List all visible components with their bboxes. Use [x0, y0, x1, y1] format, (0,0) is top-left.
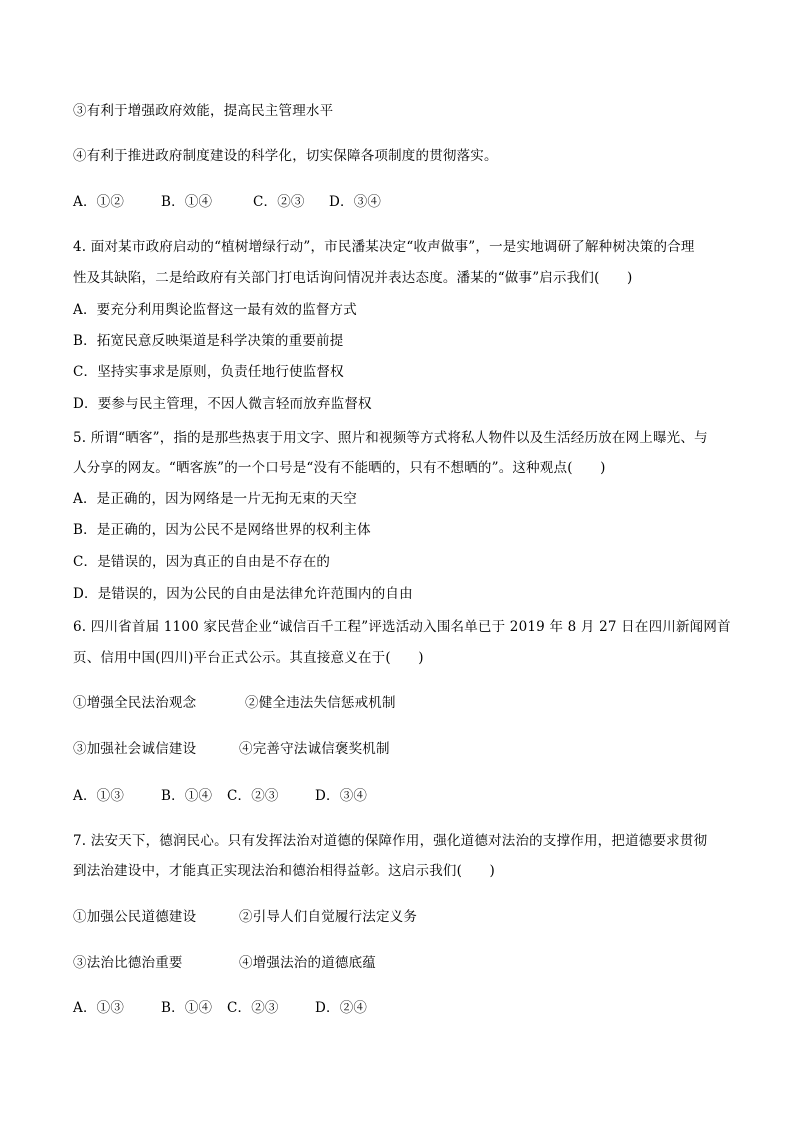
q6-options — [73, 786, 367, 806]
option-b[interactable]: B．①④ — [161, 1000, 213, 1016]
q7-item-4: ④增强法治的道德底蕴 — [239, 955, 376, 971]
q7-options — [73, 998, 367, 1018]
q7-stem-line-2: 到法治建设中，才能真正实现法治和德治相得益彰。这启示我们( ) — [73, 863, 495, 879]
option-a[interactable]: A．①② — [73, 194, 125, 210]
q6-stem-line-2: 页、信用中国(四川)平台正式公示。其直接意义在于( ) — [73, 650, 424, 666]
q5-stem-line-1: 5. 所谓“晒客”，指的是那些热衷于用文字、照片和视频等方式将私人物件以及生活经历放在网上曝光、与 — [73, 430, 708, 446]
option-b[interactable]: B．①④ — [161, 788, 213, 804]
q6-stem-line-1: 6. 四川省首届 1100 家民营企业“诚信百千工程”评选活动入围名单已于 2019 年 8 月 27 日在四川新闻网首 — [73, 619, 731, 635]
q4-option-c[interactable]: C．坚持实事求是原则，负责任地行使监督权 — [73, 364, 344, 380]
q5-option-a[interactable]: A．是正确的，因为网络是一片无拘无束的天空 — [73, 491, 357, 507]
q4-option-a[interactable]: A．要充分利用舆论监督这一最有效的监督方式 — [73, 302, 357, 318]
q5-stem-line-2: 人分享的网友。“晒客族”的一个口号是“没有不能晒的，只有不想晒的”。这种观点( ) — [73, 460, 606, 476]
q4-option-d[interactable]: D．要参与民主管理，不因人微言轻而放弃监督权 — [73, 396, 372, 412]
q5-option-c[interactable]: C．是错误的，因为真正的自由是不存在的 — [73, 554, 331, 570]
option-d[interactable]: D．③④ — [329, 194, 382, 210]
option-c[interactable]: C．②③ — [227, 1000, 279, 1016]
q6-item-3: ③加强社会诚信建设 — [73, 741, 197, 757]
q7-items-row-1 — [73, 907, 417, 927]
option-a[interactable]: A．①③ — [73, 1000, 125, 1016]
prev-question-options — [73, 192, 381, 212]
q6-item-1: ①增强全民法治观念 — [73, 695, 197, 711]
q5-option-d[interactable]: D．是错误的，因为公民的自由是法律允许范围内的自由 — [73, 586, 413, 602]
q7-item-2: ②引导人们自觉履行法定义务 — [239, 909, 418, 925]
q7-items-row-2 — [73, 953, 376, 973]
option-d[interactable]: D．②④ — [315, 1000, 368, 1016]
q6-item-2: ②健全违法失信惩戒机制 — [245, 695, 396, 711]
prev-question-item-3: ③有利于增强政府效能，提高民主管理水平 — [73, 103, 334, 119]
option-b[interactable]: B．①④ — [161, 194, 213, 210]
q6-item-4: ④完善守法诚信褒奖机制 — [239, 741, 390, 757]
option-d[interactable]: D．③④ — [315, 788, 368, 804]
q5-option-b[interactable]: B．是正确的，因为公民不是网络世界的权利主体 — [73, 522, 371, 538]
option-c[interactable]: C．②③ — [253, 194, 305, 210]
prev-question-item-4: ④有利于推进政府制度建设的科学化，切实保障各项制度的贯彻落实。 — [73, 148, 498, 164]
q7-item-3: ③法治比德治重要 — [73, 955, 183, 971]
q6-items-row-2 — [73, 739, 390, 759]
option-a[interactable]: A．①③ — [73, 788, 125, 804]
q7-stem-line-1: 7. 法安天下，德润民心。只有发挥法治对道德的保障作用，强化道德对法治的支撑作用，把道德要求贯彻 — [73, 833, 708, 849]
q4-stem-line-2: 性及其缺陷，二是给政府有关部门打电话询问情况并表达态度。潘某的“做事”启示我们( ) — [73, 270, 633, 286]
q7-item-1: ①加强公民道德建设 — [73, 909, 197, 925]
q4-option-b[interactable]: B．拓宽民意反映渠道是科学决策的重要前提 — [73, 333, 344, 349]
q6-items-row-1 — [73, 693, 396, 713]
q4-stem-line-1: 4. 面对某市政府启动的“植树增绿行动”，市民潘某决定“收声做事”，一是实地调研了解种树决策的合理 — [73, 239, 695, 255]
option-c[interactable]: C．②③ — [227, 788, 279, 804]
